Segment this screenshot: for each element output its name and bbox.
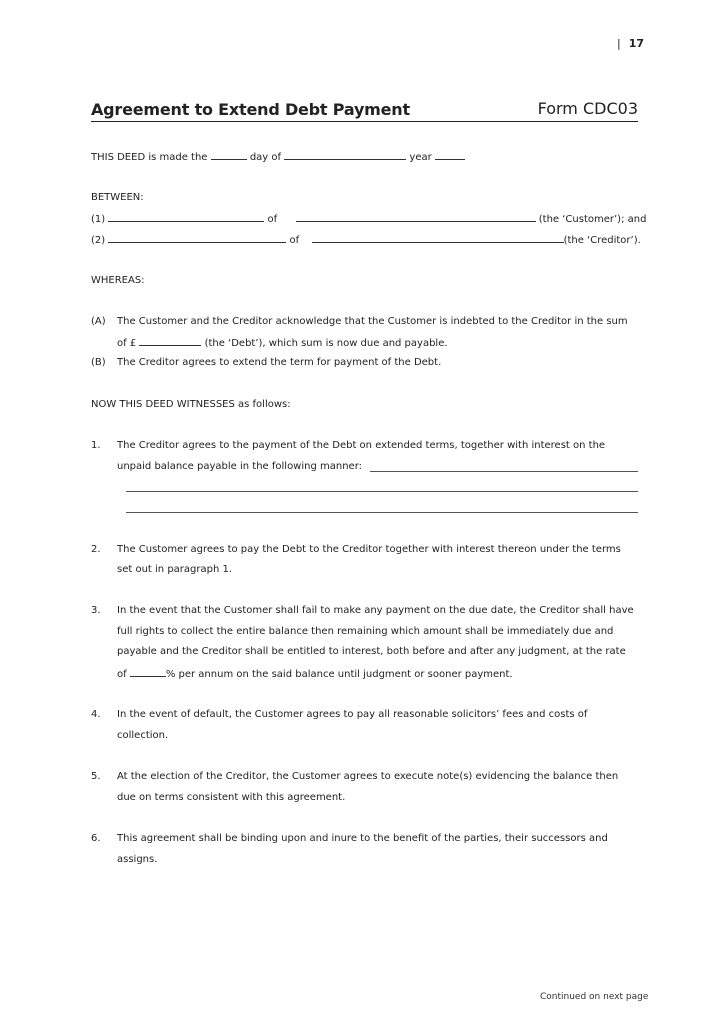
clause-5-line-1: At the election of the Creditor, the Customer agrees to execute note(s) evidencing the balance then: [117, 771, 619, 782]
clause-4-line-2: collection.: [117, 730, 169, 741]
clause-4-number: 4.: [91, 709, 101, 720]
recital-a-line-2: [117, 336, 448, 349]
deed-text-3: year: [409, 152, 432, 163]
recital-b-text: The Creditor agrees to extend the term for payment of the Debt.: [117, 357, 442, 368]
clause-6-number: 6.: [91, 833, 101, 844]
page-number-value: 17: [628, 37, 645, 50]
creditor-name-blank[interactable]: [108, 233, 286, 243]
clause-2-number: 2.: [91, 544, 101, 555]
document-title: Agreement to Extend Debt Payment: [91, 100, 410, 119]
recital-a-sum-prefix: of £: [117, 338, 137, 349]
form-code: Form CDC03: [537, 99, 638, 118]
month-blank[interactable]: [284, 150, 406, 160]
page-separator: |: [617, 37, 621, 50]
clause-3-line-3: payable and the Creditor shall be entitled to interest, both before and after any judgment, at the rate: [117, 646, 626, 657]
party-role: (the ‘Creditor’).: [563, 235, 641, 246]
recital-a-label: (A): [91, 316, 106, 327]
continued-footer: Continued on next page: [540, 992, 649, 1002]
clause-4-line-1: In the event of default, the Customer agrees to pay all reasonable solicitors’ fees and costs of: [117, 709, 588, 720]
party-row-customer: [91, 212, 647, 225]
customer-address-blank[interactable]: [296, 212, 536, 222]
clause-5-line-2: due on terms consistent with this agreement.: [117, 792, 346, 803]
party-num: (1): [91, 214, 106, 225]
party-role: (the ‘Customer’); and: [538, 214, 647, 225]
clause-1-line-2: unpaid balance payable in the following manner:: [117, 461, 363, 472]
interest-rate-blank[interactable]: [130, 667, 166, 677]
party-row-creditor: [91, 233, 641, 246]
clause-5-number: 5.: [91, 771, 101, 782]
recital-b-label: (B): [91, 357, 106, 368]
witnesses-heading: NOW THIS DEED WITNESSES as follows:: [91, 399, 291, 410]
party-of: of: [267, 214, 278, 225]
debt-amount-blank[interactable]: [139, 336, 201, 346]
clause-3-rate-suffix: % per annum on the said balance until judgment or sooner payment.: [165, 669, 513, 680]
payment-manner-blank[interactable]: [370, 471, 638, 472]
party-num: (2): [91, 235, 106, 246]
year-blank[interactable]: [435, 150, 465, 160]
deed-text-1: THIS DEED is made the: [91, 152, 208, 163]
document-header: [91, 97, 638, 122]
clause-3-line-4: [117, 667, 513, 680]
clause-3-line-1: In the event that the Customer shall fail to make any payment on the due date, the Creditor shall have: [117, 605, 634, 616]
recital-a-line-1: The Customer and the Creditor acknowledge that the Customer is indebted to the Creditor in the sum: [117, 316, 628, 327]
clause-2-line-2: set out in paragraph 1.: [117, 564, 233, 575]
page-number: [617, 37, 644, 50]
clause-1-number: 1.: [91, 440, 101, 451]
clause-3-line-2: full rights to collect the entire balance then remaining which amount shall be immediately due and: [117, 626, 614, 637]
payment-manner-blank-3[interactable]: [126, 512, 638, 513]
party-of: of: [289, 235, 300, 246]
clause-6-line-2: assigns.: [117, 854, 158, 865]
deed-date-line: [91, 150, 638, 163]
recital-a-sum-suffix: (the ‘Debt’), which sum is now due and payable.: [204, 338, 448, 349]
creditor-address-blank[interactable]: [312, 233, 564, 243]
customer-name-blank[interactable]: [108, 212, 264, 222]
payment-manner-blank-2[interactable]: [126, 491, 638, 492]
clause-3-number: 3.: [91, 605, 101, 616]
between-heading: BETWEEN:: [91, 192, 144, 203]
clause-6-line-1: This agreement shall be binding upon and inure to the benefit of the parties, their successors and: [117, 833, 608, 844]
day-blank[interactable]: [211, 150, 247, 160]
clause-3-rate-prefix: of: [117, 669, 127, 680]
whereas-heading: WHEREAS:: [91, 275, 145, 286]
deed-text-2: day of: [249, 152, 282, 163]
clause-1-line-1: The Creditor agrees to the payment of the Debt on extended terms, together with interest on the: [117, 440, 606, 451]
clause-2-line-1: The Customer agrees to pay the Debt to the Creditor together with interest thereon under the terms: [117, 544, 621, 555]
